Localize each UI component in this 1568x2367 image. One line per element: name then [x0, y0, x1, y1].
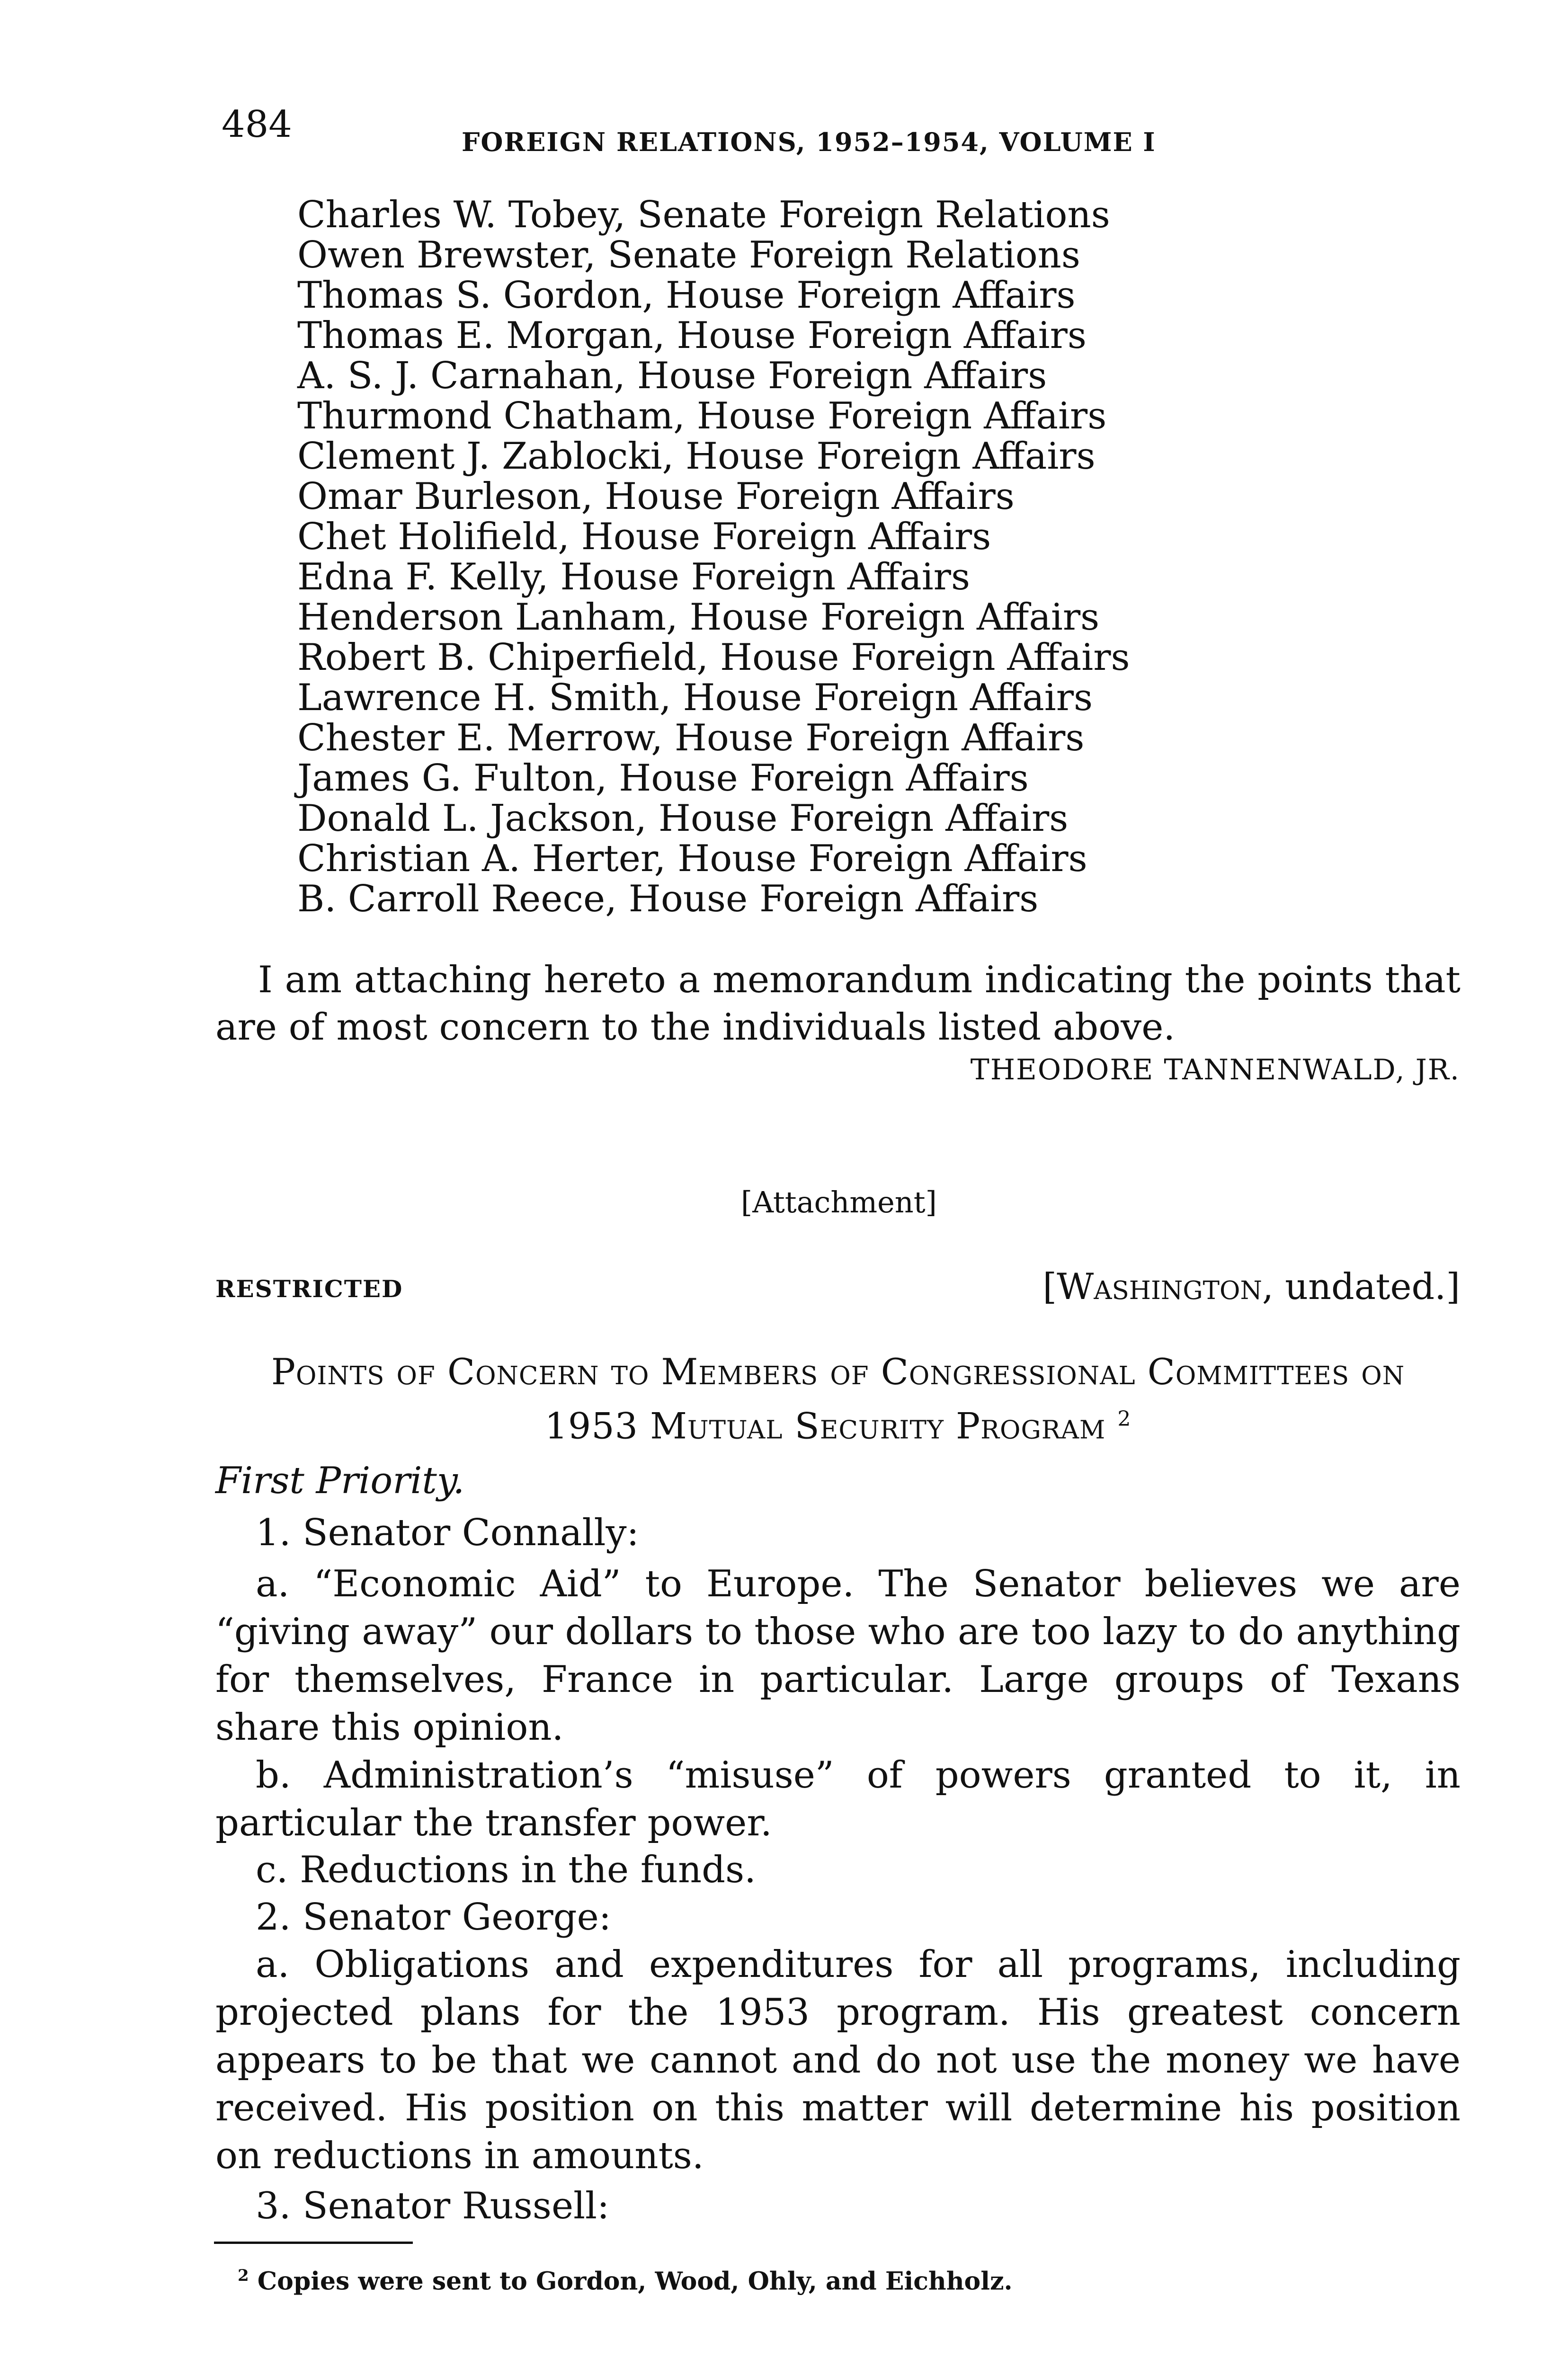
closing-paragraph: I am attaching hereto a memorandum indicating the points that are of most concern to the individuals listed above.: [215, 959, 1461, 1049]
footnote-marker: 2: [238, 2266, 249, 2285]
list-item: A. S. J. Carnahan, House Foreign Affairs: [297, 355, 1047, 397]
list-item: Chet Holifield, House Foreign Affairs: [297, 516, 991, 558]
memo-title-line1: Points of Concern to Members of Congressional Committees on: [271, 1351, 1405, 1393]
item-connally-a: a. “Economic Aid” to Europe. The Senator believes we are “giving away” our dollars to those who are too lazy to do anything for themselves, France in particular. Large groups of Texans share this opinion.: [215, 1563, 1461, 1749]
dateline-open: [: [1042, 1265, 1057, 1308]
item-connally-b: b. Administration’s “misuse” of powers granted to it, in particular the transfer power.: [215, 1754, 1461, 1844]
list-item: Christian A. Herter, House Foreign Affairs: [297, 837, 1087, 880]
page-number: 484: [222, 103, 292, 146]
list-item: B. Carroll Reece, House Foreign Affairs: [297, 878, 1039, 920]
item-senator-george: 2. Senator George:: [256, 1896, 612, 1939]
priority-heading: First Priority.: [215, 1459, 465, 1502]
list-item: Robert B. Chiperfield, House Foreign Affairs: [297, 636, 1130, 679]
item-connally-c: c. Reductions in the funds.: [256, 1849, 756, 1891]
list-item: Chester E. Merrow, House Foreign Affairs: [297, 717, 1085, 759]
list-item: Owen Brewster, Senate Foreign Relations: [297, 234, 1080, 276]
list-item: Clement J. Zablocki, House Foreign Affairs: [297, 435, 1096, 478]
list-item: Donald L. Jackson, House Foreign Affairs: [297, 797, 1069, 840]
dateline: [1042, 1263, 1460, 1310]
list-item: Charles W. Tobey, Senate Foreign Relations: [297, 194, 1110, 236]
memo-title-text: 1953 Mutual Security Program: [544, 1405, 1106, 1447]
signature: THEODORE TANNENWALD, JR.: [970, 1053, 1460, 1086]
list-item: Thurmond Chatham, House Foreign Affairs: [297, 395, 1107, 437]
list-item: Edna F. Kelly, House Foreign Affairs: [297, 556, 970, 598]
list-item: Henderson Lanham, House Foreign Affairs: [297, 596, 1100, 639]
list-item: Thomas S. Gordon, House Foreign Affairs: [297, 274, 1076, 317]
footnote: [238, 2259, 1013, 2298]
dateline-place: Washington: [1057, 1265, 1262, 1308]
attachment-label: [Attachment]: [741, 1185, 937, 1219]
list-item: Thomas E. Morgan, House Foreign Affairs: [297, 314, 1087, 357]
item-senator-connally: 1. Senator Connally:: [256, 1512, 639, 1554]
item-senator-russell: 3. Senator Russell:: [256, 2185, 610, 2227]
dateline-rest: , undated.]: [1262, 1265, 1460, 1308]
footnote-divider: [214, 2242, 413, 2244]
list-item: James G. Fulton, House Foreign Affairs: [297, 757, 1029, 800]
classification-marking: RESTRICTED: [215, 1275, 403, 1303]
item-george-a: a. Obligations and expenditures for all programs, including projected plans for the 1953 program. His greatest concern appears to be that we cannot and do not use the money we have received. His position on this matter will determine his position on reductions in amounts.: [215, 1943, 1461, 2177]
footnote-ref: 2: [1117, 1407, 1131, 1431]
memo-title-line2: [208, 1396, 1468, 1450]
list-item: Lawrence H. Smith, House Foreign Affairs: [297, 676, 1093, 719]
list-item: Omar Burleson, House Foreign Affairs: [297, 475, 1015, 518]
footnote-text: Copies were sent to Gordon, Wood, Ohly, and Eichholz.: [257, 2267, 1013, 2296]
member-list: [297, 195, 1130, 919]
running-title: FOREIGN RELATIONS, 1952–1954, VOLUME I: [462, 127, 1156, 157]
